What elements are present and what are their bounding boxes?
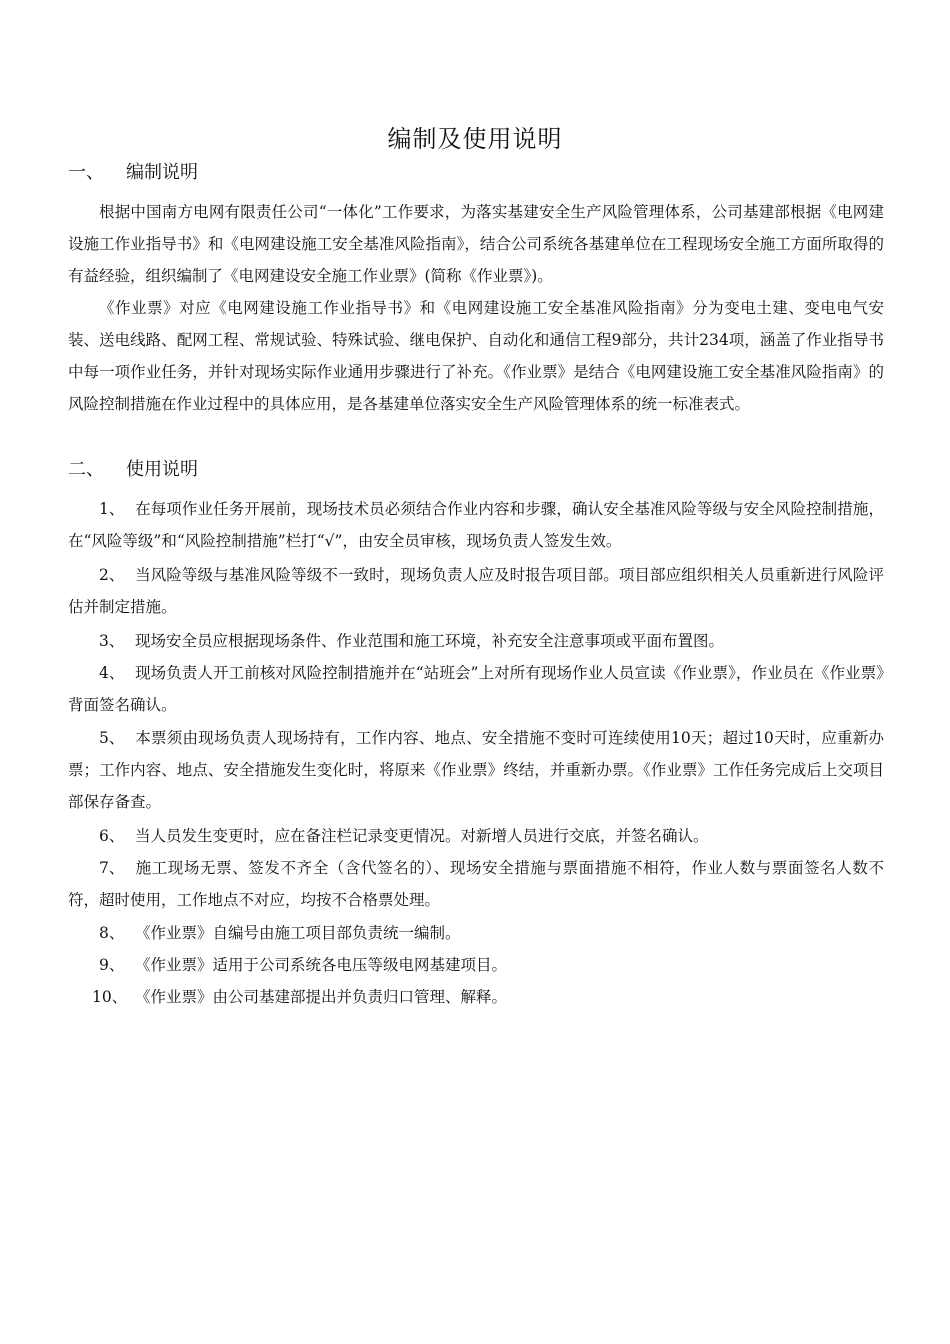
item-number: 1、 (99, 500, 125, 518)
list-item (68, 559, 884, 623)
section-number: 一、 (68, 162, 104, 183)
item-number: 10、 (92, 988, 128, 1006)
item-number: 6、 (99, 827, 125, 845)
section-number: 二、 (68, 459, 104, 480)
section-heading-compilation (68, 160, 198, 186)
list-item (68, 493, 884, 557)
item-number: 7、 (99, 859, 125, 877)
item-text: 《作业票》由公司基建部提出并负责归口管理、解释。 (135, 988, 508, 1006)
item-text: 《作业票》适用于公司系统各电压等级电网基建项目。 (135, 956, 508, 974)
item-number: 3、 (99, 632, 125, 650)
section-title: 使用说明 (126, 459, 198, 480)
list-item (68, 949, 884, 981)
item-number: 4、 (99, 664, 125, 682)
item-text: 施工现场无票、签发不齐全（含代签名的）、现场安全措施与票面措施不相符，作业人数与票面签名人数不符，超时使用，工作地点不对应，均按不合格票处理。 (68, 859, 884, 909)
item-text: 现场安全员应根据现场条件、作业范围和施工环境，补充安全注意事项或平面布置图。 (135, 632, 725, 650)
list-item (68, 722, 884, 818)
list-item (68, 917, 884, 949)
item-text: 在每项作业任务开展前，现场技术员必须结合作业内容和步骤，确认安全基准风险等级与安全风险控制措施，在“风险等级”和“风险控制措施”栏打“√”，由安全员审核，现场负责人签发生效。 (68, 500, 884, 550)
item-number: 2、 (99, 566, 125, 584)
item-text: 《作业票》自编号由施工项目部负责统一编制。 (135, 924, 461, 942)
item-number: 9、 (99, 956, 125, 974)
item-text: 本票须由现场负责人现场持有，工作内容、地点、安全措施不变时可连续使用10天；超过10天时，应重新办票；工作内容、地点、安全措施发生变化时，将原来《作业票》终结，并重新办票。《作业票》工作任务完成后上交项目部保存备查。 (68, 729, 884, 811)
item-text: 现场负责人开工前核对风险控制措施并在“站班会”上对所有现场作业人员宣读《作业票》，作业员在《作业票》背面签名确认。 (68, 664, 884, 714)
paragraph: 《作业票》对应《电网建设施工作业指导书》和《电网建设施工安全基准风险指南》分为变电土建、变电电气安装、送电线路、配网工程、常规试验、特殊试验、继电保护、自动化和通信工程9部分，共计234项，涵盖了作业指导书中每一项作业任务，并针对现场实际作业通用步骤进行了补充。《作业票》是结合《电网建设施工安全基准风险指南》的风险控制措施在作业过程中的具体应用，是各基建单位落实安全生产风险管理体系的统一标准表式。 (68, 299, 884, 413)
item-number: 5、 (99, 729, 125, 747)
item-number: 8、 (99, 924, 125, 942)
page-title: 编制及使用说明 (387, 125, 563, 153)
item-text: 当人员发生变更时，应在备注栏记录变更情况。对新增人员进行交底，并签名确认。 (135, 827, 709, 845)
list-item (68, 981, 884, 1013)
list-item (68, 852, 884, 916)
list-item (68, 657, 884, 721)
paragraph: 根据中国南方电网有限责任公司“一体化”工作要求，为落实基建安全生产风险管理体系，公司基建部根据《电网建设施工作业指导书》和《电网建设施工安全基准风险指南》，结合公司系统各基建单位在工程现场安全施工方面所取得的有益经验，组织编制了《电网建设安全施工作业票》(简称《作业票》)。 (68, 203, 884, 285)
item-text: 当风险等级与基准风险等级不一致时，现场负责人应及时报告项目部。项目部应组织相关人员重新进行风险评估并制定措施。 (68, 566, 884, 616)
list-item (68, 820, 884, 852)
section-heading-usage (68, 457, 198, 483)
list-item (68, 625, 884, 657)
section-title: 编制说明 (126, 162, 198, 183)
